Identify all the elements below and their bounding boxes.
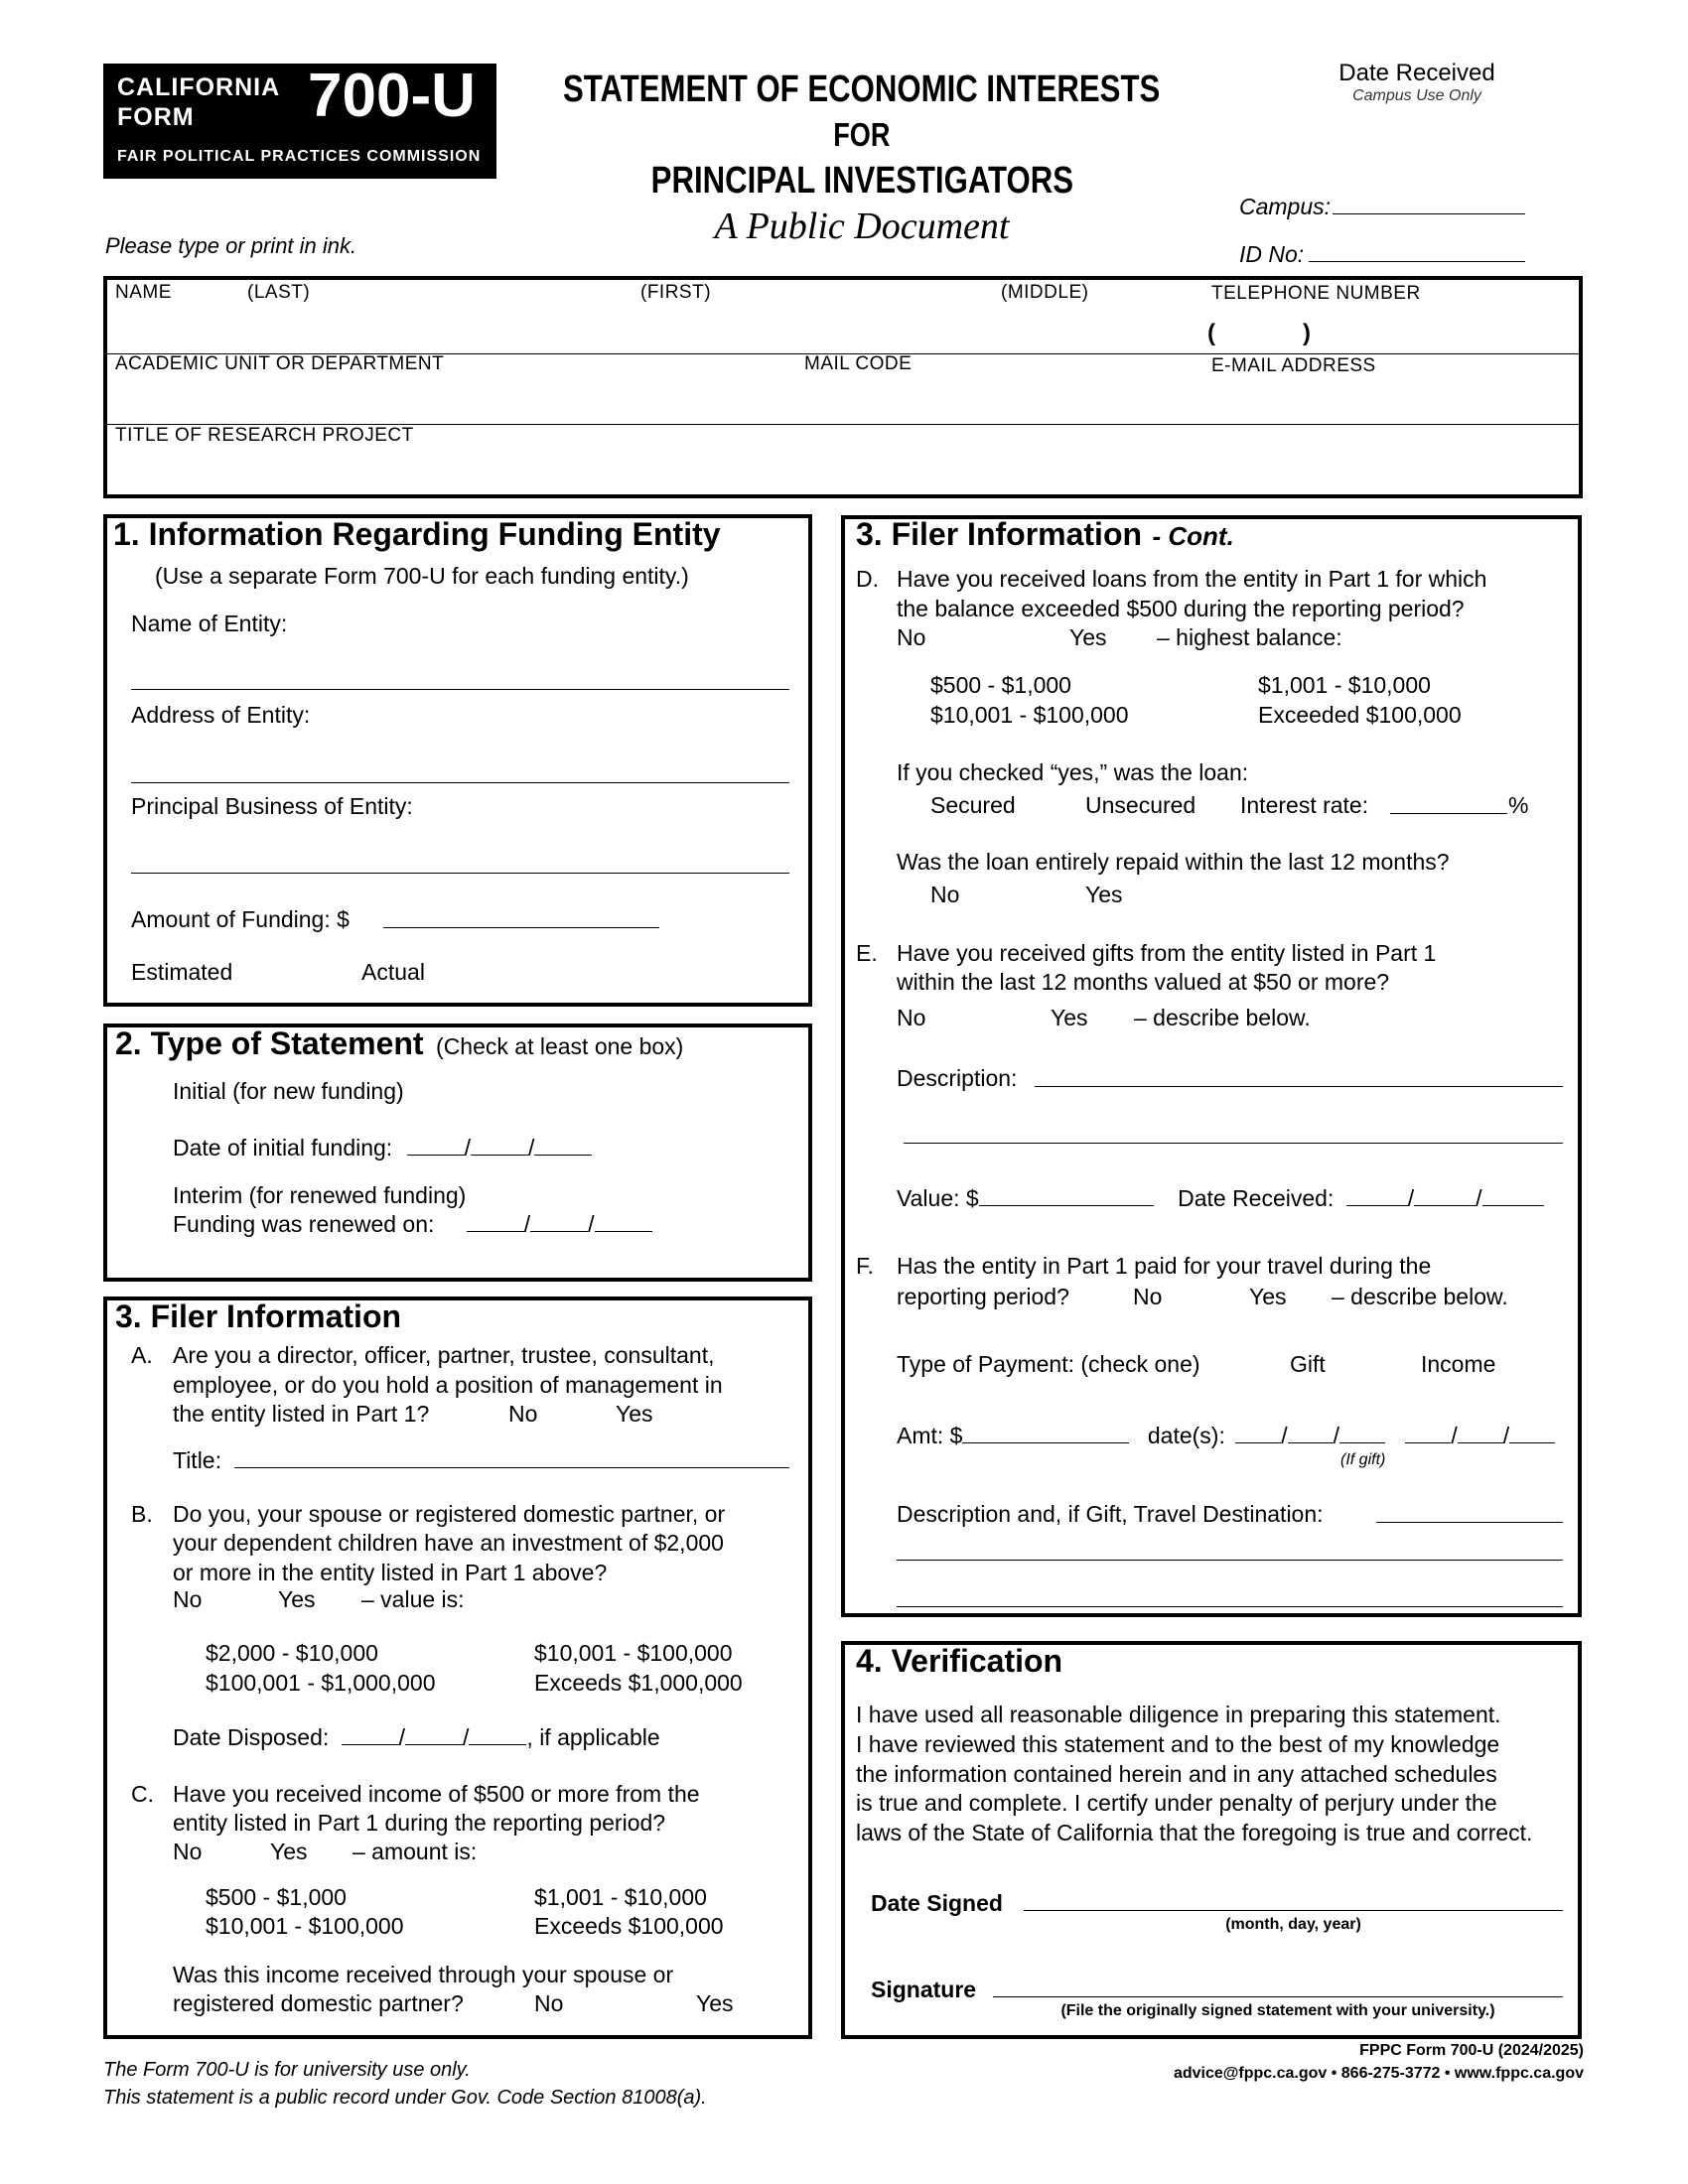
question-d-no[interactable]: No [897, 624, 926, 650]
form-badge [103, 64, 496, 179]
instructions: Please type or print in ink. [105, 233, 357, 258]
question-d-yes[interactable]: Yes [1069, 624, 1107, 650]
question-f-letter: F. [856, 1253, 874, 1279]
question-c-amount-label: – amount is: [352, 1839, 478, 1864]
spouse-question-text: registered domestic partner? [173, 1990, 464, 2016]
travel-dates-label: date(s): [1147, 1423, 1225, 1448]
area-code-close: ) [1303, 320, 1311, 346]
income-range-option[interactable]: $1,001 - $10,000 [534, 1884, 707, 1910]
entity-name-label: Name of Entity: [131, 611, 288, 636]
position-title-field[interactable] [234, 1467, 789, 1468]
question-e-no[interactable]: No [897, 1005, 926, 1030]
travel-description-label: Description and, if Gift, Travel Destination: [897, 1501, 1324, 1527]
subtitle: A Public Document [714, 205, 1010, 247]
entity-address-label: Address of Entity: [131, 702, 311, 728]
question-a-text: the entity listed in Part 1? [173, 1401, 430, 1427]
entity-address-field[interactable] [131, 782, 789, 783]
date-signed-field[interactable] [1024, 1910, 1563, 1911]
question-e-yes[interactable]: Yes [1051, 1005, 1088, 1030]
funding-amount-field[interactable] [383, 927, 659, 928]
section-2-note: (Check at least one box) [436, 1033, 684, 1059]
date-disposed-month[interactable] [342, 1724, 399, 1745]
date-disposed-day[interactable] [405, 1724, 463, 1745]
payment-type-label: Type of Payment: (check one) [897, 1351, 1200, 1377]
section-1-title: 1. Information Regarding Funding Entity [113, 516, 721, 552]
badge-form: FORM [117, 103, 195, 131]
campus-label: Campus: [1239, 194, 1332, 219]
project-title-label: TITLE OF RESEARCH PROJECT [115, 425, 414, 446]
initial-option[interactable]: Initial (for new funding) [173, 1078, 404, 1104]
investment-range-option[interactable]: $10,001 - $100,000 [534, 1640, 733, 1666]
loan-range-option[interactable]: $10,001 - $100,000 [930, 702, 1129, 728]
signature-hint: (File the originally signed statement with your university.) [1060, 2002, 1495, 2019]
name-label: NAME [115, 282, 172, 303]
investment-range-option[interactable]: $100,001 - $1,000,000 [206, 1670, 436, 1696]
if-applicable: , if applicable [526, 1724, 660, 1750]
question-b-letter: B. [131, 1501, 153, 1527]
travel-date-1-day[interactable] [1288, 1423, 1334, 1443]
travel-amount-row: Amt: $ date(s): / / / / [897, 1422, 1555, 1449]
highest-balance-label: – highest balance: [1157, 624, 1342, 650]
form-version: FPPC Form 700-U (2024/2025) [1359, 2042, 1584, 2059]
date-received-label: Date Received [1338, 60, 1495, 86]
gift-date-day[interactable] [1414, 1185, 1476, 1206]
loan-type-question: If you checked “yes,” was the loan: [897, 759, 1249, 785]
department-label: ACADEMIC UNIT OR DEPARTMENT [115, 353, 445, 374]
question-b-value-label: – value is: [361, 1586, 465, 1612]
section-3-cont-title: 3. Filer Information [856, 516, 1143, 552]
date-disposed-row: Date Disposed: / / , if applicable [173, 1724, 660, 1750]
initial-date-label: Date of initial funding: [173, 1135, 393, 1160]
question-d-text: Have you received loans from the entity in Part 1 for which [897, 566, 1487, 592]
question-c-no[interactable]: No [173, 1839, 203, 1864]
position-title-label: Title: [173, 1447, 221, 1473]
question-a-yes[interactable]: Yes [616, 1401, 653, 1427]
travel-date-2-day[interactable] [1458, 1423, 1503, 1443]
campus-use-only: Campus Use Only [1352, 87, 1481, 104]
entity-business-label: Principal Business of Entity: [131, 793, 413, 819]
question-b-yes[interactable]: Yes [278, 1586, 316, 1612]
travel-date-2-month[interactable] [1405, 1423, 1451, 1443]
renewed-date-month[interactable] [467, 1211, 524, 1232]
footer-note: The Form 700-U is for university use only. [103, 2059, 471, 2081]
area-code-open: ( [1207, 320, 1215, 346]
section-3-cont-heading [856, 516, 1234, 552]
loan-range-option[interactable]: $1,001 - $10,000 [1258, 672, 1431, 698]
badge-form-number: 700-U [308, 62, 476, 130]
title-line-1: STATEMENT OF ECONOMIC INTERESTS [563, 68, 1161, 110]
question-e-text: Have you received gifts from the entity listed in Part 1 [897, 940, 1437, 966]
interest-rate-field[interactable] [1390, 813, 1507, 814]
entity-business-field[interactable] [131, 873, 789, 874]
travel-description-field[interactable] [1376, 1522, 1563, 1523]
question-c-text: Have you received income of $500 or more from the [173, 1781, 700, 1807]
renewed-date-row: Funding was renewed on: / / [173, 1210, 652, 1238]
cont-label: - Cont. [1152, 521, 1234, 551]
verification-text: laws of the State of California that the foregoing is true and correct. [856, 1820, 1533, 1845]
loan-repaid-yes[interactable]: Yes [1085, 882, 1123, 907]
question-c-yes[interactable]: Yes [270, 1839, 308, 1864]
actual-option[interactable]: Actual [361, 959, 425, 985]
income-range-option[interactable]: Exceeds $100,000 [534, 1913, 724, 1939]
campus-field[interactable] [1333, 213, 1525, 214]
date-disposed-year[interactable] [469, 1724, 526, 1745]
initial-date-row: Date of initial funding: / / [173, 1134, 592, 1161]
name-field[interactable] [105, 296, 1197, 351]
question-a-text: Are you a director, officer, partner, trustee, consultant, [173, 1342, 715, 1368]
section-2-heading [115, 1025, 683, 1061]
question-b-text: Do you, your spouse or registered domestic partner, or [173, 1501, 726, 1527]
travel-amount-label: Amt: $ [897, 1423, 963, 1448]
travel-date-1-month[interactable] [1235, 1423, 1281, 1443]
funding-amount-label: Amount of Funding: $ [131, 906, 350, 932]
question-d-text: the balance exceeded $500 during the reporting period? [897, 596, 1465, 621]
question-b-text: or more in the entity listed in Part 1 above? [173, 1560, 608, 1585]
gift-date-year[interactable] [1482, 1185, 1544, 1206]
section-2-title: 2. Type of Statement [115, 1025, 424, 1061]
question-d-letter: D. [856, 566, 879, 592]
date-disposed-label: Date Disposed: [173, 1724, 330, 1750]
question-c-letter: C. [131, 1781, 154, 1807]
gift-description-label: Description: [897, 1065, 1018, 1091]
travel-date-1-year[interactable] [1339, 1423, 1385, 1443]
last-label: (LAST) [247, 282, 311, 303]
footer-note: This statement is a public record under Gov. Code Section 81008(a). [103, 2087, 707, 2109]
question-a-letter: A. [131, 1342, 153, 1368]
investment-range-option[interactable]: Exceeds $1,000,000 [534, 1670, 743, 1696]
renewed-date-label: Funding was renewed on: [173, 1211, 435, 1237]
date-signed-hint: (month, day, year) [1225, 1916, 1361, 1933]
first-label: (FIRST) [640, 282, 712, 303]
gift-value-label: Value: $ [897, 1185, 979, 1211]
section-3-title: 3. Filer Information [115, 1298, 402, 1334]
verification-text: is true and complete. I certify under penalty of perjury under the [856, 1790, 1497, 1816]
payment-gift-option[interactable]: Gift [1290, 1351, 1326, 1377]
if-gift-note: (If gift) [1340, 1451, 1386, 1468]
describe-below: – describe below. [1134, 1005, 1311, 1030]
travel-description-field-2[interactable] [897, 1560, 1563, 1561]
signature-field[interactable] [993, 1996, 1563, 1997]
loan-range-option[interactable]: $500 - $1,000 [930, 672, 1071, 698]
gift-value-field[interactable] [979, 1185, 1154, 1206]
telephone-label: TELEPHONE NUMBER [1211, 283, 1421, 304]
verification-text: the information contained herein and in any attached schedules [856, 1761, 1497, 1787]
renewed-date-day[interactable] [530, 1211, 588, 1232]
question-c-text: entity listed in Part 1 during the reporting period? [173, 1810, 666, 1836]
mail-code-label: MAIL CODE [804, 353, 913, 374]
fppc-contact: advice@fppc.ca.gov • 866-275-3772 • www.fppc.ca.gov [1173, 2065, 1584, 2082]
gift-date-label: Date Received: [1178, 1185, 1335, 1211]
percent-sign: % [1508, 792, 1529, 818]
badge-commission: FAIR POLITICAL PRACTICES COMMISSION [117, 148, 482, 165]
question-f-text: reporting period? [897, 1284, 1069, 1309]
question-f-yes[interactable]: Yes [1249, 1284, 1287, 1309]
entity-name-field[interactable] [131, 689, 789, 690]
initial-date-day[interactable] [471, 1135, 528, 1156]
gift-value-row: Value: $ Date Received: / / [897, 1184, 1544, 1212]
question-b-text: your dependent children have an investment of $2,000 [173, 1530, 724, 1556]
email-label: E-MAIL ADDRESS [1211, 355, 1376, 376]
interest-rate-label: Interest rate: [1240, 792, 1369, 818]
section-1-note: (Use a separate Form 700-U for each funding entity.) [155, 563, 689, 589]
spouse-yes[interactable]: Yes [696, 1990, 734, 2016]
id-field[interactable] [1309, 261, 1525, 262]
loan-repaid-no[interactable]: No [930, 882, 960, 907]
spouse-no[interactable]: No [534, 1990, 564, 2016]
signature-label: Signature [871, 1977, 977, 2002]
income-range-option[interactable]: $500 - $1,000 [206, 1884, 347, 1910]
travel-amount-field[interactable] [962, 1423, 1129, 1443]
question-e-text: within the last 12 months valued at $50 or more? [897, 969, 1390, 995]
verification-text: I have reviewed this statement and to the best of my knowledge [856, 1731, 1500, 1757]
describe-below: – describe below. [1332, 1284, 1508, 1309]
payment-income-option[interactable]: Income [1421, 1351, 1496, 1377]
gift-date-month[interactable] [1346, 1185, 1408, 1206]
title-line-3: PRINCIPAL INVESTIGATORS [650, 160, 1073, 202]
unsecured-option[interactable]: Unsecured [1085, 792, 1196, 818]
spouse-question-text: Was this income received through your spouse or [173, 1962, 674, 1987]
interim-option[interactable]: Interim (for renewed funding) [173, 1182, 467, 1208]
gift-description-field[interactable] [1035, 1086, 1563, 1087]
investment-range-option[interactable]: $2,000 - $10,000 [206, 1640, 378, 1666]
verification-text: I have used all reasonable diligence in preparing this statement. [856, 1702, 1501, 1727]
title-line-2: FOR [833, 116, 891, 153]
loan-range-option[interactable]: Exceeded $100,000 [1258, 702, 1462, 728]
question-f-no[interactable]: No [1133, 1284, 1163, 1309]
date-signed-label: Date Signed [871, 1890, 1003, 1916]
question-e-letter: E. [856, 940, 878, 966]
estimated-option[interactable]: Estimated [131, 959, 233, 985]
middle-label: (MIDDLE) [1001, 282, 1089, 303]
gift-description-field-2[interactable] [904, 1143, 1563, 1144]
travel-description-field-3[interactable] [897, 1606, 1563, 1607]
loan-repaid-question: Was the loan entirely repaid within the last 12 months? [897, 849, 1450, 875]
travel-date-2-year[interactable] [1509, 1423, 1555, 1443]
question-a-no[interactable]: No [508, 1401, 538, 1427]
question-f-text: Has the entity in Part 1 paid for your travel during the [897, 1253, 1432, 1279]
renewed-date-year[interactable] [595, 1211, 652, 1232]
initial-date-month[interactable] [407, 1135, 465, 1156]
id-label: ID No: [1239, 241, 1305, 267]
section-4-title: 4. Verification [856, 1643, 1063, 1679]
question-a-text: employee, or do you hold a position of management in [173, 1372, 723, 1398]
question-b-no[interactable]: No [173, 1586, 203, 1612]
badge-california: CALIFORNIA [117, 73, 281, 101]
initial-date-year[interactable] [534, 1135, 592, 1156]
income-range-option[interactable]: $10,001 - $100,000 [206, 1913, 404, 1939]
secured-option[interactable]: Secured [930, 792, 1016, 818]
